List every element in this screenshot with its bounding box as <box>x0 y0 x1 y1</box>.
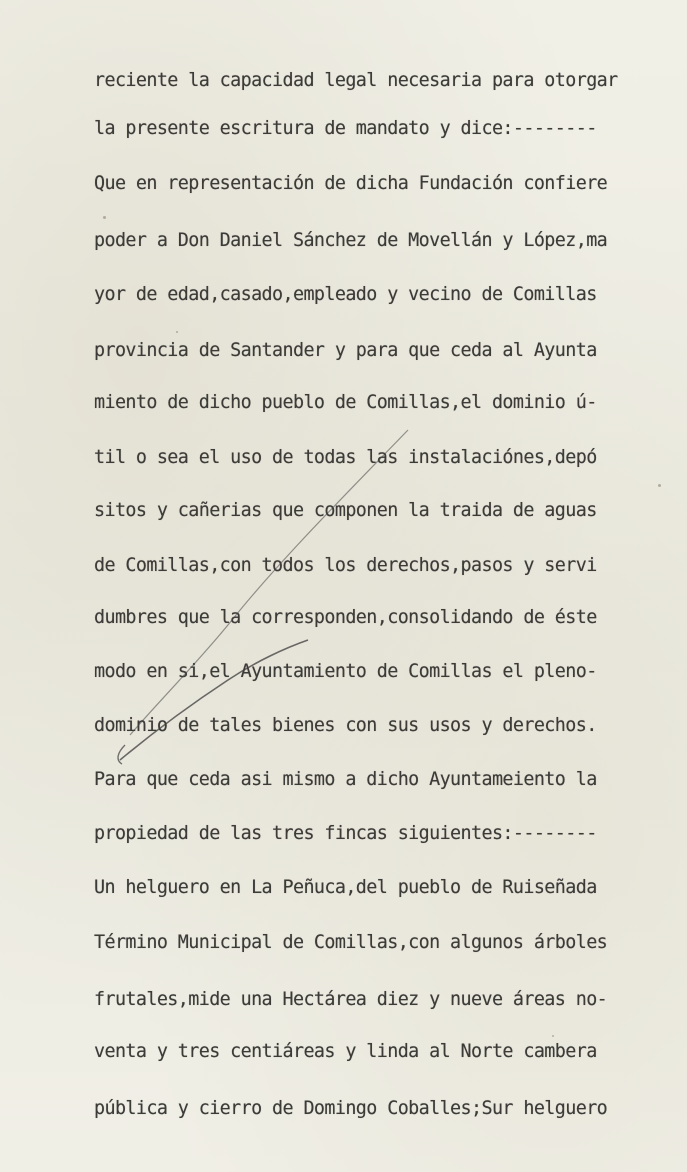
text-line-11: dumbres que la corresponden,consolidando de éste <box>94 607 597 628</box>
text-line-8: til o sea el uso de todas las instalaciónes,depó <box>94 447 597 468</box>
text-line-3: Que en representación de dicha Fundación confiere <box>94 173 608 194</box>
text-line-9: sitos y cañerias que componen la traida de aguas <box>94 500 597 521</box>
text-line-10: de Comillas,con todos los derechos,pasos y servi <box>94 555 597 576</box>
text-line-5: yor de edad,casado,empleado y vecino de Comillas <box>94 284 597 305</box>
text-line-19: venta y tres centiáreas y linda al Norte cambera <box>94 1041 597 1062</box>
text-line-6: provincia de Santander y para que ceda al Ayunta <box>94 340 597 361</box>
text-line-20: pública y cierro de Domingo Coballes;Sur helguero <box>94 1098 608 1119</box>
text-line-14: Para que ceda asi mismo a dicho Ayuntameiento la <box>94 769 597 790</box>
text-line-7: miento de dicho pueblo de Comillas,el dominio ú- <box>94 392 597 413</box>
text-line-1: reciente la capacidad legal necesaria para otorgar <box>94 70 618 91</box>
text-line-16: Un helguero en La Peñuca,del pueblo de Ruiseñada <box>94 877 597 898</box>
text-line-13: dominio de tales bienes con sus usos y derechos. <box>94 715 597 736</box>
text-line-18: frutales,mide una Hectárea diez y nueve áreas no- <box>94 989 608 1010</box>
text-line-12: modo en si,el Ayuntamiento de Comillas el pleno- <box>94 661 597 682</box>
text-line-2: la presente escritura de mandato y dice:-------- <box>94 118 597 139</box>
text-line-4: poder a Don Daniel Sánchez de Movellán y López,ma <box>94 230 608 251</box>
text-line-15: propiedad de las tres fincas siguientes:-------- <box>94 823 597 844</box>
text-line-17: Término Municipal de Comillas,con algunos árboles <box>94 932 608 953</box>
